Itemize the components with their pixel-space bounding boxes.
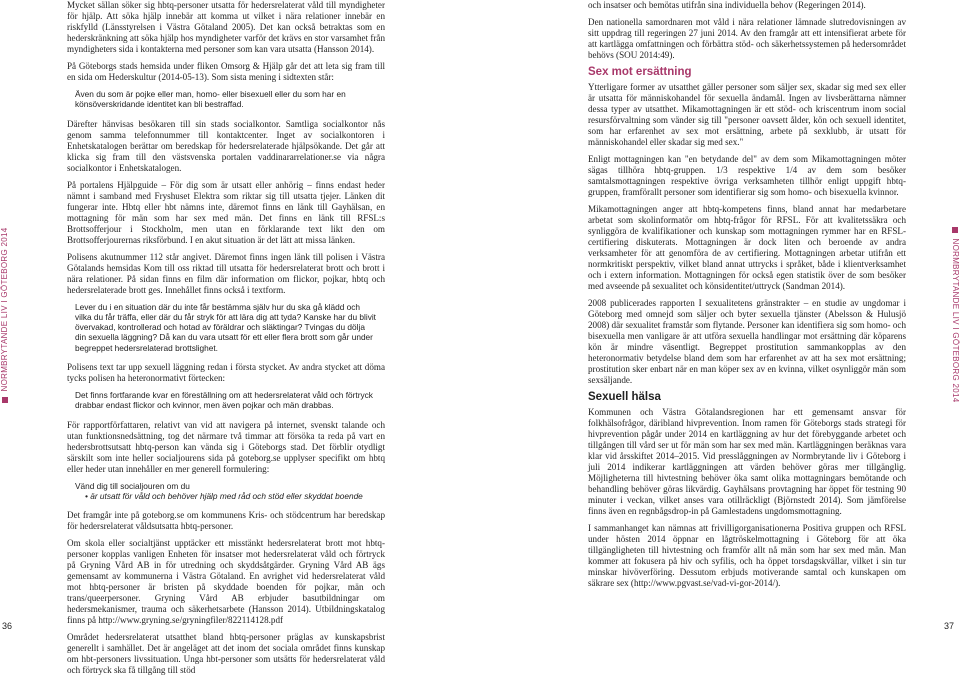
paragraph: Området hedersrelaterat utsatthet bland hbtq-personer präglas av kunskapsbrist generellt i samhället. Det är angeläget att det inom det sociala området finns kunskap om hbt-personers livssituation. Unga hbt-personer som utsätts för hedersrelaterat våld och förtryck ska få tillgång till stöd xyxy=(67,632,385,676)
paragraph: Ytterligare former av utsatthet gäller personer som säljer sex, skadar sig med sex eller är utsatta för människohandel för sexuella ändamål. Ingen av livsberättarna nämner dessa typer av utsatthet. Mikamottagningen är ett stöd- och kriscentrum inom social resursförvaltning som vänder sig till "personer oavsett ålder, kön och sexuell identitet, som har erfarenhet av sex mot ersättning, arbete på sexklubb, är utsatt för människohandel eller skadar sig med sex." xyxy=(588,82,906,147)
paragraph: I sammanhanget kan nämnas att frivilligorganisationerna Positiva gruppen och RFSL under hösten 2014 öppnar en lågtröskelmottagning i Göteborg för att öka tillgängligheten till hivtestning och framför allt nå män som har sex med män. Man kommer att fokusera på hiv och syfilis, och ha öppet torsdagskvällar, vilket i sin tur minskar hivöverföring. Dessutom erbjuds motiverande samtal och kunskapen om säkrare sex (http://www.pgvast.se/vad-vi-gor-2014/). xyxy=(588,523,906,588)
left-margin xyxy=(0,0,12,637)
block-quote: Lever du i en situation där du inte får bestämma själv hur du ska gå klädd och vilka du får träffa, eller där du får stryk för att lära dig att tyda? Kanske har du blivit övervakad, kontrollerad och hotad av föräldrar och släktingar? Tvingas du dölja din sexuella läggning? Då kan du vara utsatt för ett eller flera brott som går under begreppet hedersrelaterad brottslighet. xyxy=(75,301,376,353)
paragraph: På Göteborgs stads hemsida under fliken Omsorg & Hjälp går det att leta sig fram till en sida om Hederskultur (2014-05-13). Som sista mening i sidtexten står: xyxy=(67,61,385,82)
block-quote: Även du som är pojke eller man, homo- eller bisexuell eller du som har en könsöverskridande identitet kan bli bestraffad. xyxy=(75,89,346,110)
right-margin xyxy=(948,0,960,637)
paragraph: 2008 publicerades rapporten I sexualitetens gränstrakter – en studie av ungdomar i Göteborg med omnejd som säljer och byter sexuella tjänster (Abelsson & Hulusjö 2008) där sexualitet framstår som flytande. Personer kan identifiera sig som homo- och bisexuella men vanligare är att utföra sexuella handlingar mot ersättning där köparens kön är mindre väsentligt. Begreppet prostitution sammankopplas av den heteronormativ betydelse bland dem som har erfarenhet av att ha sex mot ersättning; prostitution sker enbart när en man köper sex av en kvinna, vilket osynliggör män som sexsäljande. xyxy=(588,298,906,385)
block-quote: Det finns fortfarande kvar en föreställning om att hedersrelaterat våld och förtryck drabbar endast flickor och kvinnor, men även pojkar och män drabbas. xyxy=(75,390,373,411)
paragraph: Därefter hänvisas besökaren till sin stads socialkontor. Samtliga socialkontor nås genom samma telefonnummer till kontaktcenter. Inget av socialkontoren i Enhetskatalogen berättar om beredskap för hedersrelaterade hjälpsökande. Det går att klicka sig fram till den västsvenska portalen vaddinararrelationer.se via några socialkontor i Enhetskatalogen. xyxy=(67,118,385,173)
paragraph: Polisens akutnummer 112 står angivet. Däremot finns ingen länk till polisen i Västra Götalands hemsidas Kom till oss riktad till utsatta för hedersrelaterat brott och brott i nära relationer. På sidan finns en film där information om flickor, pojkar, hbtq och hedersrelaterade brott ges. Innehållet finns också i textform. xyxy=(67,251,385,295)
paragraph: På portalens Hjälpguide – För dig som är utsatt eller anhörig – finns endast heder nämnt i samband med Fryshuset Elektra som riktar sig till utsatta tjejer. Länken dit fungerar inte. Hbtq eller hbt nämns inte, däremot finns en länk till Gayhälsan, en mottagning för män som har sex med män. Det finns en länk till RFSL:s Brottsofferjour i Stockholm, men utan en förklarande text likt den om Brottsofferjourernas riksförbund. I en akut situation är det lätt att missa länken. xyxy=(67,179,385,245)
paragraph: Polisens text tar upp sexuell läggning redan i första stycket. Av andra stycket att döma tycks polisen ha heteronormativt förtecken: xyxy=(67,362,385,384)
block-quote xyxy=(75,481,377,502)
paragraph: Kommunen och Västra Götalandsregionen har ett gemensamt ansvar för folkhälsofrågor, däribland hivprevention. Inom ramen för Göteborgs stads strategi för hivprevention pågår under 2014 en kartläggning av hur det förebyggande arbetet och tillgången till vård ser ut för män som har sex med män. Kartläggningen beräknas vara klar vid årsskiftet 2014–2015. Vid presslåggningen av Normbrytande liv i Göteborg i juli 2014 indikerar kartläggningen att värden behöver göras mer tillgänglig. Möjligheterna till hivtestning behöver öka samt olika mottagningars bemötande och behandling behöver göras likvärdig. Gayhälsans provtagning har öppet för testning 90 minuter i veckan, vilket anses vara otillräckligt (Björnstedt 2014). Som jämförelse finns även en regnbågsdrop-in på Gamlestadens ungdomsmottagning. xyxy=(588,407,906,516)
sidebar-label-right: NORMBRYTANDE LIV I GÖTEBORG 2014 xyxy=(948,215,960,415)
square-icon xyxy=(2,397,8,403)
paragraph: Mikamottagningen anger att hbtq-kompetens finns, bland annat har medarbetare arbetat som skolinformatör om hbtq-frågor för RFSL. För att kvalitetssäkra och synliggöra de kvalifikationer och kunskap som mottagningen rymmer har en RFSL-certifiering diskuterats. Mottagningen är dock liten och beroende av andra verksamheter för att genomföra de av certifiering. Mottagningen arbetar utifrån ett normkritiskt perspektiv, vilket bland annat uttrycks i språket, både i klientverksamhet och i extern information. Mottagningen för också egen statistik över de som besöker med avseende på sexualitet och könsidentitet/uttryck (Sandman 2014). xyxy=(588,204,906,291)
section-heading: Sexuell hälsa xyxy=(588,391,661,403)
paragraph: Enligt mottagningen kan "en betydande del" av dem som Mikamottagningen möter sägas tillhöra hbtq-gruppen. 1/3 respektive 1/4 av dem som besöker samtalsmottagningen respektive övriga verksamheten tillhör enligt uppgift hbtq-gruppen, framförallt personer som identifierar sig som homo- och bisexuella kvinnor. xyxy=(588,154,906,197)
paragraph: Det framgår inte på goteborg.se om kommunens Kris- och stödcentrum har beredskap för hedersrelaterat våldsutsatta hbtq-personer. xyxy=(67,510,385,532)
paragraph: Om skola eller socialtjänst upptäcker ett misstänkt hedersrelaterat brott mot hbtq-personer kopplas vanligen Enheten för insatser mot hedersrelaterat våld och förtryck på Gryning Vård AB in för utredning och skyddsåtgärder. Gryning Vård AB ägs gemensamt av kommunerna i Västra Götaland. En avrighet vid hedersrelaterat våld mot hbtq-personer är bristen på skyddade boenden för pojkar, män och trans/queerpersoner. Gryning Vård AB erbjuder basutbildningar om hedersmekanismer, trauma och säkerhetsarbete (Hansson 2014). Utbildningskatalog finns på http://www.gryning.se/gryningfiler/822114128.pdf xyxy=(67,538,385,626)
paragraph: och insatser och bemötas utifrån sina individuella behov (Regeringen 2014). xyxy=(588,0,866,10)
paragraph: Mycket sällan söker sig hbtq-personer utsatta för hedersrelaterat våld till myndigheter för hjälp. Att söka hjälp innebär att komma ut vilket i nära relationer innebär en riskfylld (Länsstyrelsen i Västra Götaland 2005). Det kan också betraktas som en hederskränkning att söka hjälp hos myndigheter varför det krävs en stor varsamhet från myndigheters sida i kontakterna med personer som kan vara utsatta (Hansson 2014). xyxy=(67,0,385,54)
sidebar-label-left: NORMBRYTANDE LIV I GÖTEBORG 2014 xyxy=(0,215,12,415)
right-column xyxy=(588,0,906,595)
page-number-left: 36 xyxy=(2,621,13,631)
square-icon xyxy=(952,227,958,233)
page-number-right: 37 xyxy=(943,621,954,631)
left-column xyxy=(67,0,385,682)
section-heading: Sex mot ersättning xyxy=(588,66,692,78)
quote-bullet: • är utsatt för våld och behöver hjälp med råd och stöd eller skyddat boende xyxy=(85,490,363,501)
paragraph: Den nationella samordnaren mot våld i nära relationer lämnade slutredovisningen av sitt uppdrag till regeringen 27 juni 2014. Av den framgår att ett intensifierat arbete för att kartlägga omfattningen och förbättra stöd- och säkerhetssystemen på hedersområdet behövs (SOU 2014:49). xyxy=(588,17,906,60)
quote-line: Vänd dig till socialjouren om du xyxy=(75,480,190,491)
paragraph: För rapportförfattaren, relativt van vid att navigera på internet, svenskt talande och utan funktionsnedsättning, tog det närmare två timmar att försöka ta reda på vart en hedersbrottsutsatt hbtq-person kan vända sig i Göteborgs stad. Det förblir otydligt särskilt som inte heller socialjourens sida på goteborg.se upplyser specifikt om hbtq eller heder utan innehåller en mer generell formulering: xyxy=(67,419,385,474)
